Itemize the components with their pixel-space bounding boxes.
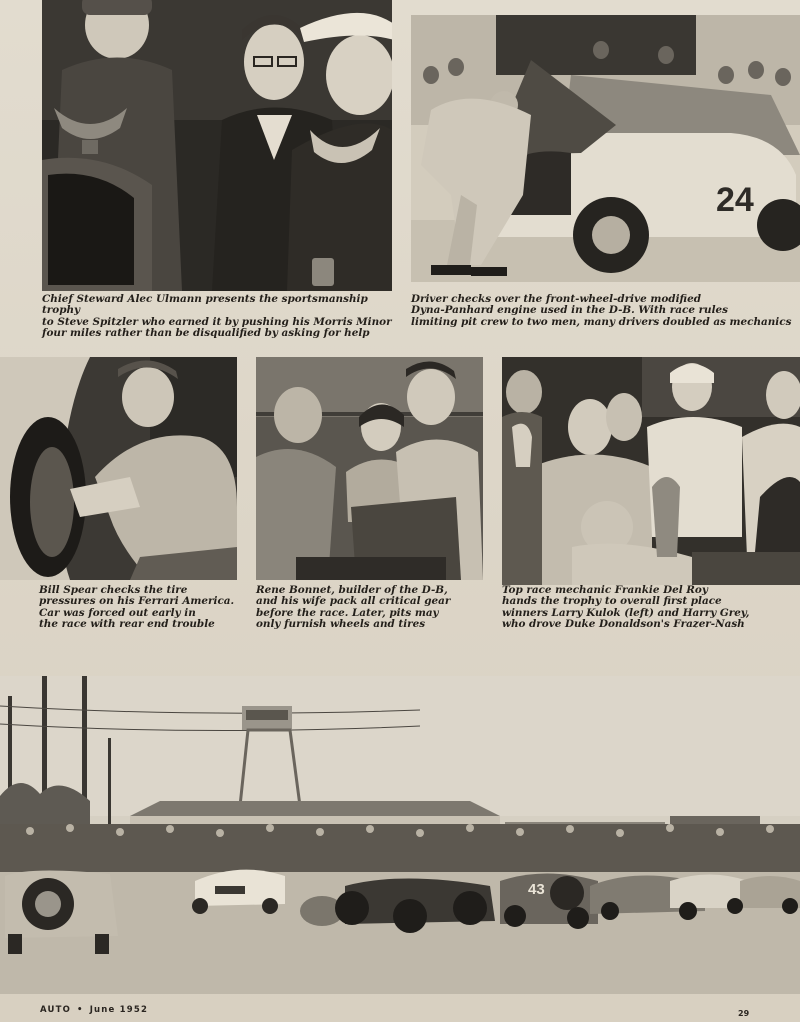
photo-race-start xyxy=(0,676,800,994)
photo-engine-check xyxy=(411,15,800,282)
photo-trophy-presentation xyxy=(42,0,392,291)
car-number-43: 43 xyxy=(528,881,545,898)
photo-caption: Driver checks over the front-wheel-drive modified Dyna-Panhard engine used in the D-B. With race rules limiting pit crew to two men, many drivers doubled as mechanics xyxy=(411,293,792,328)
magazine-name: AUTO xyxy=(40,1005,72,1015)
car-number-24: 24 xyxy=(716,181,754,219)
footer-separator: • xyxy=(77,1005,84,1015)
page-number: 29 xyxy=(738,1009,750,1018)
photo-caption: Chief Steward Alec Ulmann presents the sportsmanship trophy to Steve Spitzler who earned it by pushing his Morris Minor four miles rather than be disqualified by asking for help xyxy=(42,293,392,339)
page-footer xyxy=(40,1005,148,1015)
photo-caption: Rene Bonnet, builder of the D-B, and his wife pack all critical gear before the race. Later, pits may only furnish wheels and tires xyxy=(256,584,451,630)
photo-caption: Bill Spear checks the tire pressures on his Ferrari America. Car was forced out early in the race with rear end trouble xyxy=(39,584,235,630)
issue-date: June 1952 xyxy=(89,1005,149,1015)
photo-caption: Top race mechanic Frankie Del Roy hands the trophy to overall first place winners Larry Kulok (left) and Harry Grey, who drove Duke Donaldson's Frazer-Nash xyxy=(502,584,750,630)
photo-tire-check xyxy=(0,357,237,580)
photo-packing-gear xyxy=(256,357,483,580)
photo-winners-trophy xyxy=(502,357,800,585)
